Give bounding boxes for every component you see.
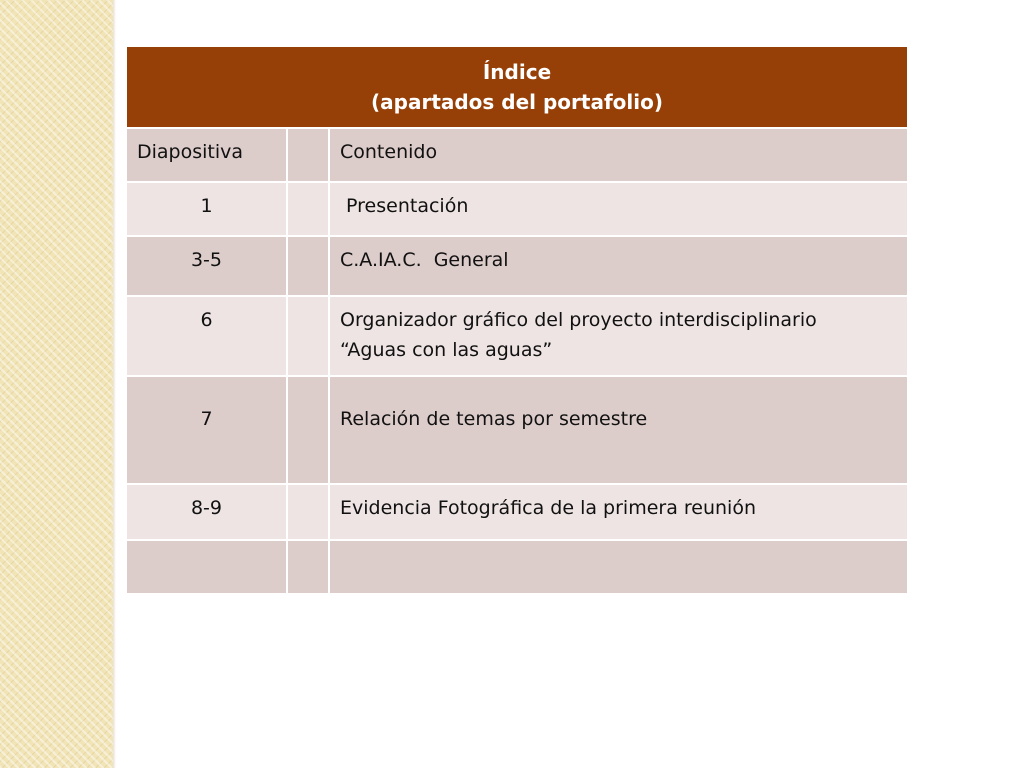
middle-cell — [287, 376, 329, 484]
side-strip-edge — [113, 0, 116, 768]
table-title-line1: Índice — [482, 60, 552, 84]
table-title-row — [126, 46, 908, 128]
slide-number-cell: 1 — [126, 182, 287, 236]
table-row — [126, 540, 908, 594]
content-line1: Organizador gráfico del proyecto interdisciplinario — [340, 309, 817, 331]
content-cell — [329, 296, 908, 376]
column-header-row — [126, 128, 908, 182]
column-header-slide: Diapositiva — [126, 128, 287, 182]
middle-cell — [287, 484, 329, 540]
middle-cell — [287, 236, 329, 296]
table-title-line2: (apartados del portafolio) — [371, 90, 664, 114]
slide-number-cell: 3-5 — [126, 236, 287, 296]
table-row — [126, 376, 908, 484]
slide-number-cell: 7 — [126, 376, 287, 484]
content-cell: C.A.IA.C. General — [329, 236, 908, 296]
column-header-middle — [287, 128, 329, 182]
decorative-side-strip — [0, 0, 113, 768]
content-cell: Presentación — [329, 182, 908, 236]
content-cell: Evidencia Fotográfica de la primera reunión — [329, 484, 908, 540]
content-cell: Relación de temas por semestre — [329, 376, 908, 484]
table-row — [126, 182, 908, 236]
table-title — [126, 46, 908, 128]
slide-number-cell: 8-9 — [126, 484, 287, 540]
index-table — [125, 45, 909, 595]
table-row — [126, 236, 908, 296]
slide-number-cell: 6 — [126, 296, 287, 376]
column-header-content: Contenido — [329, 128, 908, 182]
middle-cell — [287, 182, 329, 236]
middle-cell — [287, 296, 329, 376]
content-cell — [329, 540, 908, 594]
table-row — [126, 484, 908, 540]
content-line2: “Aguas con las aguas” — [340, 339, 553, 361]
slide-number-cell — [126, 540, 287, 594]
table-row — [126, 296, 908, 376]
middle-cell — [287, 540, 329, 594]
